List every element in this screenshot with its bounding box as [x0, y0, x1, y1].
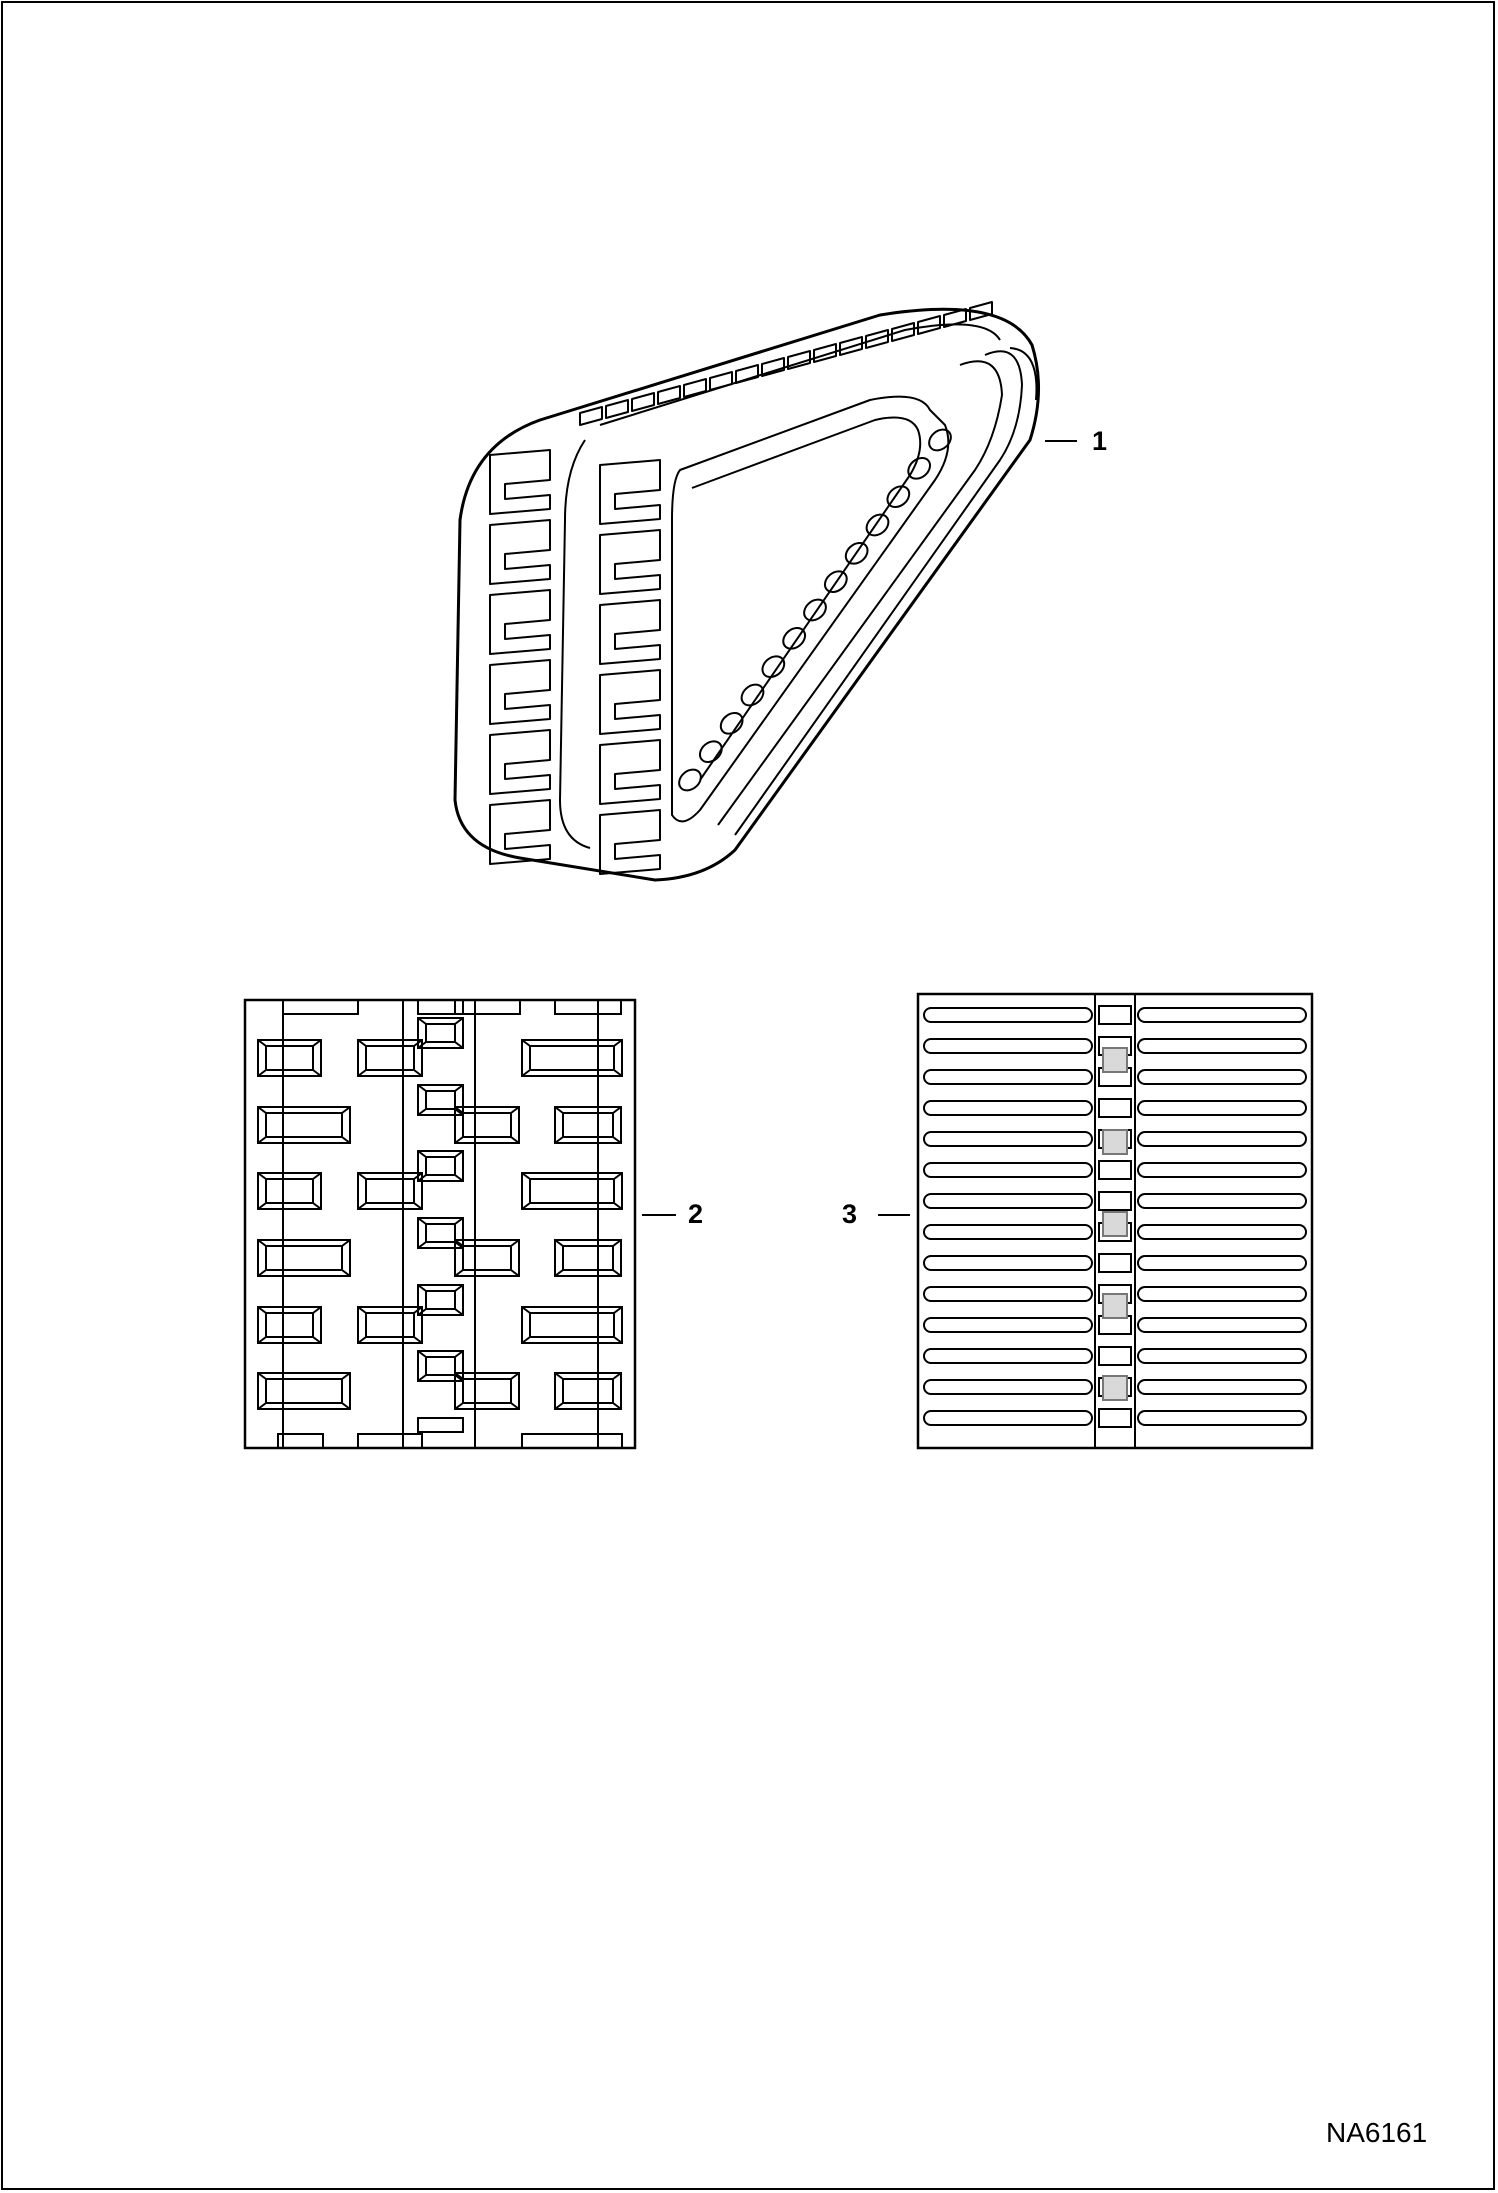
tread-lug: [418, 1018, 463, 1048]
tread-lug-partial: [522, 1434, 622, 1448]
track-top-lug: [606, 400, 628, 418]
tread-lug-partial: [278, 1434, 323, 1448]
tread-lug: [522, 1307, 622, 1343]
drawing-number: NA6161: [1326, 2117, 1428, 2148]
guide-block: [1099, 1161, 1131, 1179]
drive-lug: [800, 595, 830, 624]
track-tread-block: [490, 520, 660, 594]
tread-lug: [418, 1285, 463, 1315]
tread-bar: [924, 1132, 1092, 1146]
tread-lug: [358, 1307, 422, 1343]
tread-bar: [924, 1039, 1092, 1053]
tread-bar: [1138, 1349, 1306, 1363]
tread-lug: [555, 1107, 621, 1143]
drive-lug: [925, 425, 955, 454]
tread-lug: [258, 1240, 350, 1276]
tread-lug: [455, 1373, 519, 1409]
track-tread-block: [490, 660, 660, 734]
tread-lug: [455, 1240, 519, 1276]
guide-block: [1099, 1409, 1131, 1427]
tread-lug: [258, 1173, 321, 1209]
tread-lug: [258, 1040, 321, 1076]
guide-block: [1099, 1006, 1131, 1024]
tread-lug-partial: [283, 1000, 358, 1014]
tread-bar: [924, 1380, 1092, 1394]
tread-pattern-bar: [918, 994, 1312, 1448]
track-top-lug: [580, 407, 602, 425]
rubber-track-3d: [455, 302, 1039, 880]
drive-lug: [675, 765, 705, 794]
tread-bar: [1138, 1287, 1306, 1301]
tread-lug: [418, 1151, 463, 1181]
tread-lug-partial: [418, 1418, 463, 1432]
guide-block: [1099, 1099, 1131, 1117]
tread-lug: [522, 1040, 622, 1076]
tread-bar: [924, 1008, 1092, 1022]
callout-2: 2: [688, 1199, 704, 1229]
track-top-lug: [736, 365, 758, 383]
callout-3: 3: [842, 1199, 858, 1229]
guide-block: [1099, 1254, 1131, 1272]
guide-block: [1099, 1347, 1131, 1365]
tread-bar: [924, 1411, 1092, 1425]
tread-lug: [522, 1173, 622, 1209]
tread-bar: [1138, 1008, 1306, 1022]
track-tread-block: [490, 800, 660, 874]
tread-bar: [924, 1070, 1092, 1084]
drive-lug: [738, 680, 768, 709]
track-tread-block: [490, 590, 660, 664]
tread-bar: [924, 1287, 1092, 1301]
tread-bar: [924, 1318, 1092, 1332]
tread-bar: [924, 1194, 1092, 1208]
tread-bar: [1138, 1318, 1306, 1332]
tread-lug-partial: [358, 1434, 422, 1448]
track-tread-block: [490, 730, 660, 804]
tread-pattern-block: [245, 1000, 635, 1448]
tread-bar: [924, 1163, 1092, 1177]
drive-lug: [863, 510, 893, 539]
tread-bar: [924, 1256, 1092, 1270]
drive-lug: [717, 709, 747, 738]
tread-bar: [924, 1225, 1092, 1239]
tread-bar: [1138, 1225, 1306, 1239]
drive-lug: [696, 737, 726, 766]
tread-lug-partial: [418, 1000, 463, 1014]
tread-bar: [1138, 1132, 1306, 1146]
tread-lug: [258, 1307, 321, 1343]
tread-bar: [1138, 1101, 1306, 1115]
tread-bar: [1138, 1256, 1306, 1270]
tread-lug-partial: [455, 1000, 520, 1014]
tread-lug: [555, 1373, 621, 1409]
center-pad: [1103, 1212, 1127, 1236]
center-pad: [1103, 1130, 1127, 1154]
tread-lug: [258, 1373, 350, 1409]
tread-lug: [418, 1218, 463, 1248]
track-top-lug: [684, 379, 706, 397]
tread-lug-partial: [555, 1000, 621, 1014]
tread-bar: [924, 1349, 1092, 1363]
drive-lug: [758, 652, 788, 681]
callout-1: 1: [1092, 426, 1108, 456]
tread-bar: [924, 1101, 1092, 1115]
tread-bar: [1138, 1194, 1306, 1208]
center-pad: [1103, 1376, 1127, 1400]
tread-lug: [418, 1085, 463, 1115]
tread-lug: [358, 1040, 422, 1076]
tread-bar: [1138, 1163, 1306, 1177]
tread-bar: [1138, 1070, 1306, 1084]
tread-lug: [455, 1107, 519, 1143]
guide-block: [1099, 1192, 1131, 1210]
tread-bar: [1138, 1411, 1306, 1425]
tread-bar: [1138, 1039, 1306, 1053]
tread-lug: [358, 1173, 422, 1209]
center-pad: [1103, 1048, 1127, 1072]
tread-lug: [555, 1240, 621, 1276]
tread-lug: [418, 1351, 463, 1381]
center-pad: [1103, 1294, 1127, 1318]
tread-bar: [1138, 1380, 1306, 1394]
tread-lug: [258, 1107, 350, 1143]
